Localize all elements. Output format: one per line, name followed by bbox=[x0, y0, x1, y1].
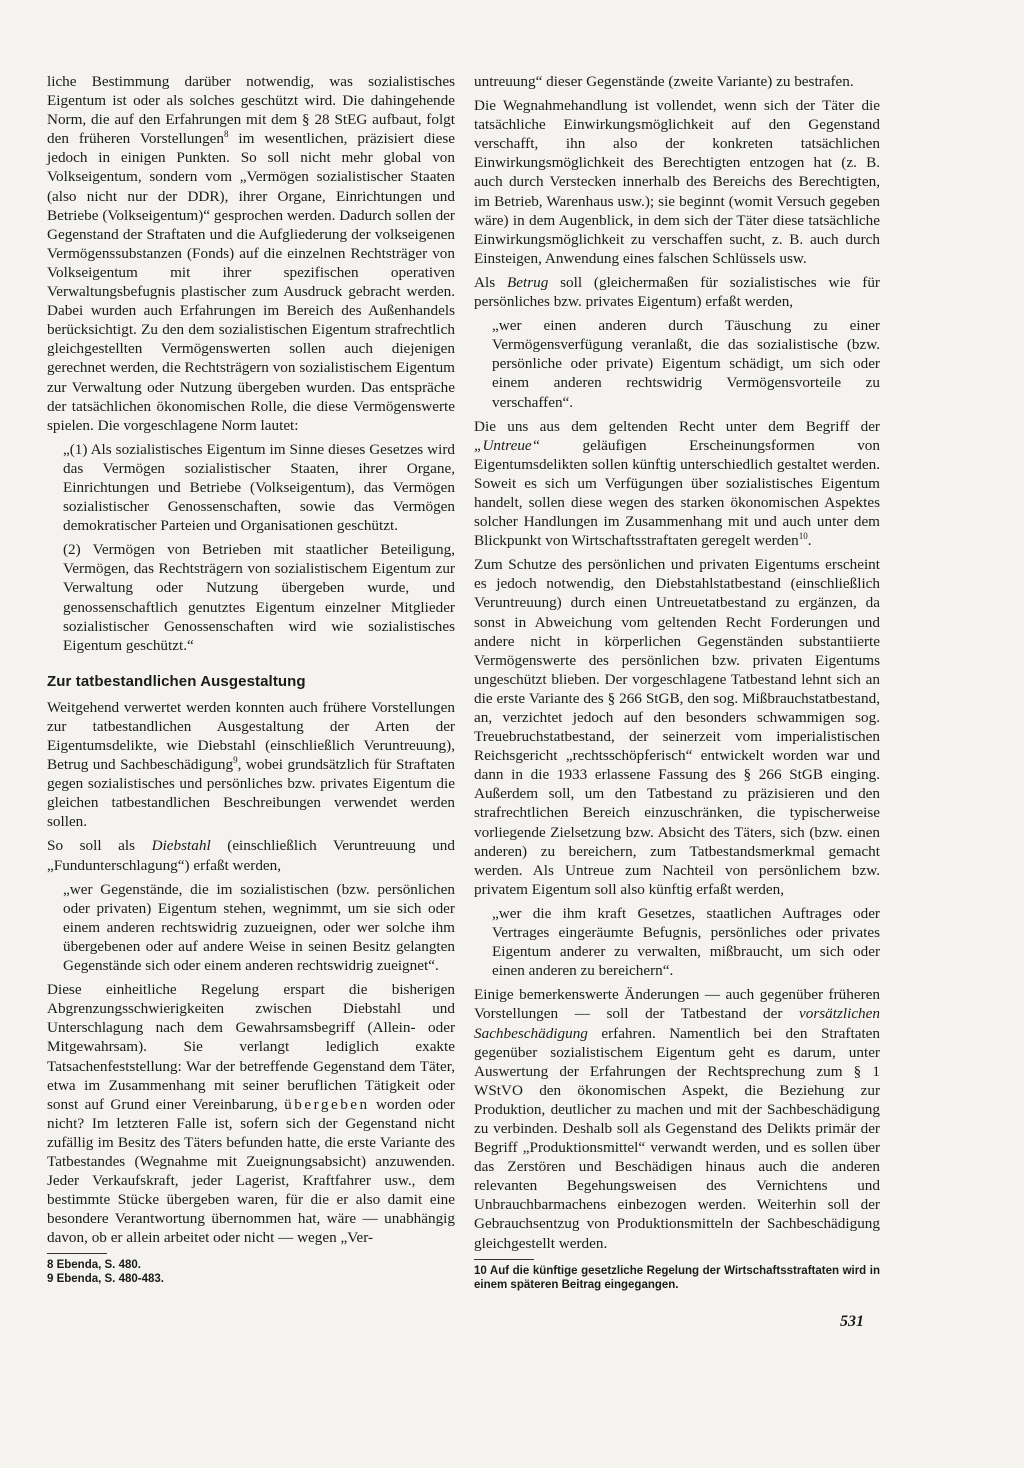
paragraph: Einige bemerkenswerte Änderungen — auch gegenüber früheren Vorstellungen — soll der Tatbestand der vorsätzlichen Sachbeschädigung erfahren. Namentlich bei den Straftaten gegenüber sozialistischem Eigentum geht es darum, unter Auswertung der Erfahrungen der Rechtsprechung zum § 1 WStVO den ökonomischen Aspekt, die Beziehung zur Produktion, deutlicher zu machen und mit der Sachbeschädigung zu verbinden. Deshalb soll als Gegenstand des Delikts primär der Begriff „Produktionsmittel“ verwandt werden, und es sollen über das Zerstören und Beschädigen hinaus auch die anderen relevanten Begehungsweisen des Vernichtens und Unbrauchbarmachens einbezogen werden. Weiterhin soll der Gebrauchsentzug von Produktionsmitteln der Sachbeschädigung gleichgestellt werden. bbox=[474, 986, 880, 1252]
paragraph: Diese einheitliche Regelung erspart die bisherigen Abgrenzungsschwierigkeiten zwischen Diebstahl und Unterschlagung nach dem Gewahrsamsbegriff (Allein- oder Mitgewahrsam). Sie verlangt lediglich exakte Tatsachenfeststellung: War der betreffende Gegenstand dem Täter, etwa im Zusammenhang mit seiner beruflichen Tätigkeit oder sonst auf Grund einer Vereinbarung, übergeben worden oder nicht? Im letzteren Falle ist, sofern sich der Gegenstand nicht zufällig im Besitz des Täters befunden hatte, die erste Variante des Tatbestandes (Wegnahme mit Zueignungsabsicht) anzuwenden. Jeder Verkaufskraft, jeder Lagerist, Kraftfahrer usw., dem bestimmte Stücke übergeben waren, für die er also damit eine besondere Verantwortung übernommen hat, wäre — unabhängig davon, ob er allein arbeitet oder nicht — wegen „Ver- bbox=[47, 981, 455, 1247]
paragraph: Als Betrug soll (gleichermaßen für sozialistisches wie für persönliches bzw. privates Eigentum) erfaßt werden, bbox=[474, 273, 880, 311]
footnote-rule bbox=[47, 1253, 107, 1254]
quote-paragraph: „(1) Als sozialistisches Eigentum im Sinne dieses Gesetzes wird das Vermögen sozialistischer Staaten, ihrer Organe, Einrichtungen und Betriebe (Volkseigentum), das Vermögen sozialistischer Genossenschaften, sowie das Vermögen demokratischer Parteien und Organisationen geschützt. bbox=[63, 440, 455, 535]
paragraph: Die Wegnahmehandlung ist vollendet, wenn sich der Täter die tatsächliche Einwirkungsmöglichkeit auf den Gegenstand verschafft, ihn also der konkreten tatsächlichen Einwirkungsmöglichkeit des Berechtigten entzogen hat (z. B. auch durch Verstecken innerhalb des Bereichs des Berechtigten, im Betrieb, Warenhaus usw.); sie beginnt (womit Versuch gegeben wäre) in dem Augenblick, in dem sich der Täter diese tatsächliche Einwirkungsmöglichkeit zu verschaffen sucht, z. B. auch durch Einsteigen, Anwendung eines falschen Schlüssels usw. bbox=[474, 97, 880, 267]
footnote-ref: 9 bbox=[233, 755, 238, 766]
paragraph: untreuung“ dieser Gegenstände (zweite Variante) zu bestrafen. bbox=[474, 73, 854, 90]
footnote: 9 Ebenda, S. 480-483. bbox=[47, 1273, 164, 1286]
paragraph: Weitgehend verwertet werden konnten auch frühere Vorstellungen zur tatbestandlichen Ausgestaltung der Arten der Eigentumsdelikte, wie Diebstahl (einschließlich Veruntreuung), Betrug und Sachbeschädigung$^9$, wobei grundsätzlich für Straftaten gegen sozialistisches und persönliches bzw. privates Eigentum die gleichen tatbestandlichen Beschreibungen verwendet werden sollen. bbox=[47, 698, 455, 831]
page-number: 531 bbox=[840, 1313, 864, 1330]
paragraph: Die uns aus dem geltenden Recht unter dem Begriff der „Untreue“ geläufigen Erscheinungsformen von Eigentumsdelikten sollen künftig unterschiedlich gestaltet werden. Soweit es sich um Verfügungen über sozialistisches Eigentum handelt, sollen diese wegen des starken ökonomischen Aspektes solcher Handlungen im Zusammenhang mit und auch unter dem Blickpunkt von Wirtschaftsstraftaten geregelt werden$^{10}$. bbox=[474, 417, 880, 550]
footnote-ref: 8 bbox=[224, 129, 229, 140]
quote-paragraph: „wer Gegenstände, die im sozialistischen (bzw. persönlichen oder privaten) Eigentum stehen, wegnimmt, um sie sich oder einem anderen rechtswidrig zuzueignen, oder wer solche ihm übergebenen oder auf andere Weise in seinen Besitz gelangten Gegenstände sich oder einem anderen rechtswidrig zueignet“. bbox=[63, 880, 455, 975]
left-column bbox=[47, 72, 455, 1286]
section-heading: Zur tatbestandlichen Ausgestaltung bbox=[47, 672, 306, 690]
quote-paragraph: „wer die ihm kraft Gesetzes, staatlichen Auftrages oder Vertrages eingeräumte Befugnis, persönliches oder privates Eigentum anderer zu verwalten, mißbraucht, um sich oder einen anderen zu bereichern“. bbox=[492, 904, 880, 980]
right-column bbox=[474, 72, 880, 1292]
footnote: 8 Ebenda, S. 480. bbox=[47, 1259, 141, 1272]
quote-paragraph: (2) Vermögen von Betrieben mit staatlicher Beteiligung, Vermögen, das Rechtsträgern von sozialistischem Eigentum zur Verwaltung oder Nutzung übergeben wurde, und genossenschaftlich genutztes Eigentum einzelner Mitglieder sozialistischer Genossenschaften wird wie sozialistisches Eigentum geschützt.“ bbox=[63, 541, 455, 654]
footnote-ref: 10 bbox=[798, 531, 808, 542]
paragraph: liche Bestimmung darüber notwendig, was sozialistisches Eigentum ist oder als solches geschützt wird. Die dahingehende Norm, die auf den Erfahrungen mit dem § 28 StEG aufbaut, folgt den früheren Vorstellungen$^8$ im wesentlichen, präzisiert diese jedoch in einigen Punkten. So soll nicht mehr global von Volkseigentum, sondern vom „Vermögen sozialistischer Staaten (also nicht nur der DDR), ihrer Organe, Einrichtungen und Betriebe (Volkseigentum)“ gesprochen werden. Dadurch sollen der Gegenstand der Straftaten und die Aufgliederung der volkseigenen Vermögenssubstanzen (Fonds) auf die einzelnen Rechtsträger von Volkseigentum mit ihrer spezifischen operativen Verwaltungsbefugnis plastischer zum Ausdruck gebracht werden. Dabei wurden auch Erfahrungen im Bereich des Außenhandels berücksichtigt. Zu den dem sozialistischen Eigentum strafrechtlich gleichgestellten Vermögenswerten sollen auch diejenigen gerechnet werden, die Rechtsträgern von sozialistischem Eigentum zur Verwaltung oder Nutzung übergeben wurden. Das entspräche der tatsächlichen ökonomischen Rolle, die diese Vermögenswerte spielen. Die vorgeschlagene Norm lautet: bbox=[47, 73, 455, 434]
paragraph: Zum Schutze des persönlichen und privaten Eigentums erscheint es jedoch notwendig, den Diebstahlstatbestand (einschließlich Veruntreuung) durch einen Untreuetatbestand zu ergänzen, da sonst in Abweichung vom geltenden Recht Forderungen und andere nicht in körperlichen Gegenständen substantiierte Vermögenswerte des persönlichen bzw. privaten Eigentums ungeschützt blieben. Der vorgeschlagene Tatbestand lehnt sich an die erste Variante des § 266 StGB, den sog. Mißbrauchstatbestand, an, verzichtet jedoch auf den besonders schwammigen sog. Treuebruchstatbestand, der seinerzeit vom imperialistischen Reichsgericht „rechtsschöpferisch“ entwickelt worden war und dann in die 1933 erlassene Fassung des § 266 StGB einging. Außerdem soll, um den Tatbestand zu präzisieren und den strafrechtlichen Bereich einzuschränken, die typischerweise vorliegende Zielsetzung bzw. Absicht des Täters, sich (bzw. einen anderen) zu bereichern, zum Tatbestandsmerkmal gemacht werden. Als Untreue zum Nachteil von persönlichem bzw. privatem Eigentum soll also künftig erfaßt werden, bbox=[474, 556, 880, 898]
footnote: 10 Auf die künftige gesetzliche Regelung der Wirtschaftsstraftaten wird in einem späteren Beitrag eingegangen. bbox=[474, 1264, 880, 1291]
quote-paragraph: „wer einen anderen durch Täuschung zu einer Vermögensverfügung veranlaßt, die das sozialistische (bzw. persönliche oder private) Eigentum schädigt, um sich oder einem anderen rechtswidrig Vermögensvorteile zu verschaffen“. bbox=[492, 317, 880, 411]
footnote-rule bbox=[474, 1259, 534, 1260]
paragraph: So soll als Diebstahl (einschließlich Veruntreuung und „Fundunterschlagung“) erfaßt werden, bbox=[47, 837, 455, 874]
